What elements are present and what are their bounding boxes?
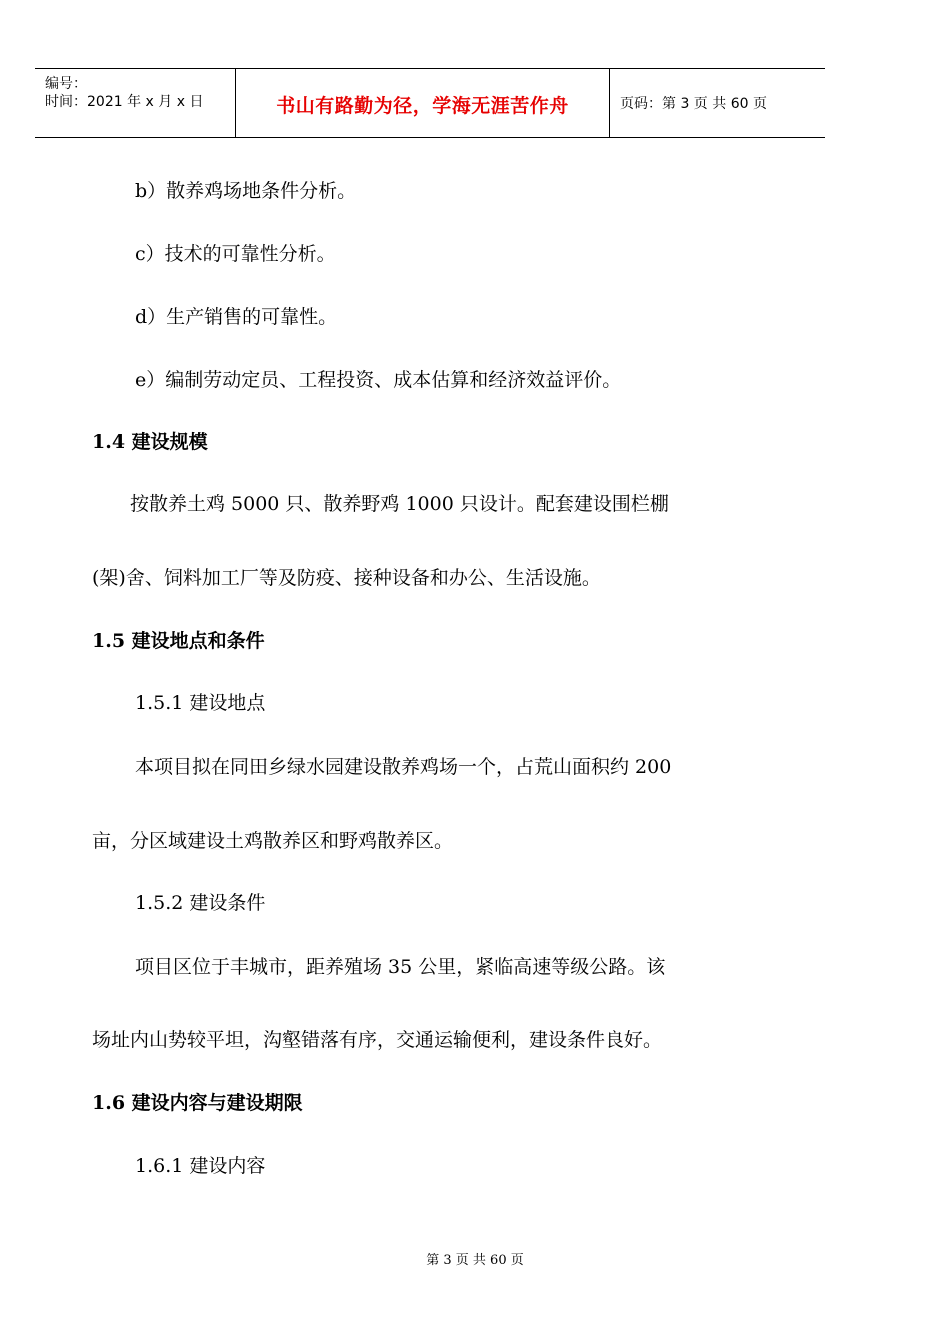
list-item-b: b）散养鸡场地条件分析。	[135, 180, 357, 202]
page-header	[35, 68, 825, 138]
document-time: 时间：2021 年 x 月 x 日	[45, 94, 204, 110]
header-page-info: 页码：第 3 页 共 60 页	[620, 96, 767, 112]
section-heading-1-4: 1.4 建设规模	[92, 431, 208, 453]
subsection-heading-1-5-2: 1.5.2 建设条件	[135, 892, 266, 914]
paragraph-line: (架)舍、饲料加工厂等及防疫、接种设备和办公、生活设施。	[92, 567, 601, 589]
list-item-c: c）技术的可靠性分析。	[135, 243, 336, 265]
header-motto-cell	[236, 69, 610, 137]
subsection-heading-1-6-1: 1.6.1 建设内容	[135, 1155, 266, 1177]
paragraph-line: 项目区位于丰城市，距养殖场 35 公里，紧临高速等级公路。该	[135, 956, 666, 978]
header-meta-cell	[35, 69, 236, 137]
paragraph-line: 按散养土鸡 5000 只、散养野鸡 1000 只设计。配套建设围栏棚	[130, 493, 669, 515]
section-heading-1-5: 1.5 建设地点和条件	[92, 630, 265, 652]
list-item-e: e）编制劳动定员、工程投资、成本估算和经济效益评价。	[135, 369, 622, 391]
subsection-heading-1-5-1: 1.5.1 建设地点	[135, 692, 266, 714]
section-heading-1-6: 1.6 建设内容与建设期限	[92, 1092, 303, 1114]
document-number-label: 编号：	[45, 76, 87, 92]
list-item-d: d）生产销售的可靠性。	[135, 306, 338, 328]
paragraph-line: 场址内山势较平坦，沟壑错落有序，交通运输便利，建设条件良好。	[92, 1029, 663, 1051]
paragraph-line: 本项目拟在同田乡绿水园建设散养鸡场一个，占荒山面积约 200	[135, 756, 672, 778]
paragraph-line: 亩，分区域建设土鸡散养区和野鸡散养区。	[92, 830, 454, 852]
header-page-cell	[610, 69, 824, 137]
page-footer: 第 3 页 共 60 页	[426, 1253, 524, 1268]
header-motto: 书山有路勤为径，学海无涯苦作舟	[276, 95, 569, 117]
